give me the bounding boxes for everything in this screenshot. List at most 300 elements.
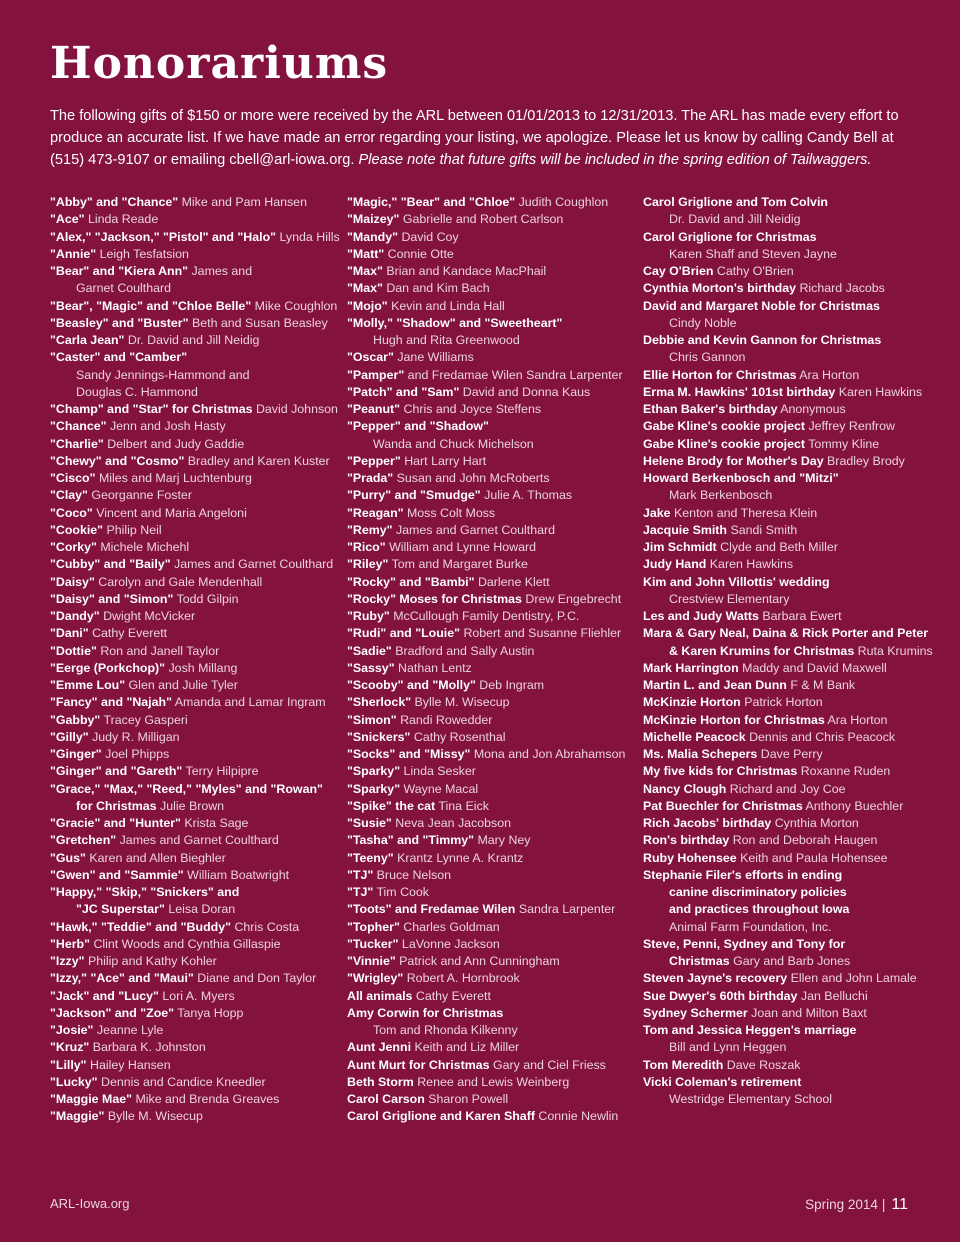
donor-name: Tim Cook	[376, 885, 429, 899]
honorarium-entry	[643, 367, 935, 384]
honorarium-entry	[50, 884, 342, 919]
honorarium-entry	[643, 694, 935, 711]
donor-name: Diane and Don Taylor	[197, 971, 317, 986]
honorarium-entry	[50, 970, 342, 987]
honorarium-entry	[643, 936, 935, 971]
honorarium-entry	[347, 746, 639, 763]
donor-name: Dan and Kim Bach	[386, 281, 490, 296]
honoree-name: Howard Berkenbosch and "Mitzi"	[643, 471, 839, 485]
honoree-name: "TJ"	[347, 885, 374, 899]
column-3	[643, 194, 935, 1108]
donor-name: McCullough Family Dentistry, P.C.	[393, 609, 580, 623]
honorarium-entry	[50, 1108, 342, 1125]
donor-name: Cathy Everett	[92, 626, 168, 641]
donor-name: Hart Larry Hart	[404, 453, 487, 468]
honoree-name: "Remy"	[347, 522, 393, 537]
honoree-name: "Sassy"	[347, 660, 395, 675]
honoree-name: "Lucky"	[50, 1074, 98, 1089]
honorarium-entry	[347, 280, 639, 297]
honorarium-entry	[50, 1091, 342, 1108]
honoree-name: Gabe Kline's cookie project	[643, 419, 806, 434]
donor-name: Anonymous	[780, 402, 846, 416]
honorarium-entry	[347, 556, 639, 573]
donor-name: Judith Coughlon	[518, 195, 609, 209]
honorarium-entry	[643, 729, 935, 746]
donor-name: Keith and Liz Miller	[414, 1040, 520, 1055]
donor-name: Georganne Foster	[91, 488, 192, 503]
honorarium-entry	[50, 643, 342, 660]
honorarium-entry	[50, 401, 342, 418]
honoree-name: "Spike" the cat	[347, 798, 436, 813]
honoree-name: "Tasha" and "Timmy"	[347, 833, 475, 848]
donor-name: Deb Ingram	[479, 678, 545, 692]
donor-name: Linda Sesker	[403, 764, 476, 779]
honorarium-entry	[643, 298, 935, 333]
honorarium-entry	[643, 988, 935, 1005]
donor-name: James and Garnet Coulthard	[395, 522, 556, 537]
honorarium-entry	[643, 781, 935, 798]
donor-name: Leigh Tesfatsion	[99, 246, 189, 261]
honorarium-entry	[347, 418, 639, 453]
honorarium-entry	[50, 1057, 342, 1074]
honorarium-entry	[643, 625, 935, 660]
honorarium-entry	[347, 936, 639, 953]
donor-name: Bylle M. Wisecup	[414, 695, 510, 710]
honorarium-entry	[643, 263, 935, 280]
honoree-name: "Fancy" and "Najah"	[50, 695, 172, 710]
donor-name: Patrick and Ann Cunningham	[399, 954, 560, 968]
honoree-name: "Prada"	[347, 471, 394, 485]
honoree-name: Sydney Schermer	[643, 1005, 748, 1020]
honorarium-entry	[50, 591, 342, 608]
donor-name: Mike and Pam Hansen	[181, 195, 307, 209]
donor-name: Tom and Margaret Burke	[391, 557, 528, 572]
honorarium-entry	[347, 522, 639, 539]
honorarium-entry	[643, 574, 935, 609]
donor-name: Bruce Nelson	[376, 867, 452, 882]
donor-name: Jeffrey Renfrow	[808, 419, 896, 434]
honoree-name: "Bear", "Magic" and "Chloe Belle"	[50, 298, 252, 313]
honorarium-entry	[347, 798, 639, 815]
honorarium-entry	[643, 194, 935, 229]
donor-name: Crestview Elementary	[669, 591, 790, 606]
donor-name: Neva Jean Jacobson	[395, 816, 511, 830]
donor-name: Bradley and Karen Kuster	[187, 453, 330, 468]
honorarium-entry	[347, 884, 639, 901]
honorarium-entry	[50, 556, 342, 573]
honoree-name: McKinzie Horton	[643, 695, 741, 710]
honorarium-entry	[50, 246, 342, 263]
honorarium-entry	[50, 781, 342, 816]
honoree-name: "Toots" and Fredamae Wilen	[347, 902, 516, 917]
honoree-name: "Scooby" and "Molly"	[347, 678, 476, 692]
honorarium-entry	[50, 988, 342, 1005]
donor-name: Dave Perry	[760, 747, 823, 761]
donor-name: Linda Reade	[87, 212, 159, 227]
honoree-name: Steve, Penni, Sydney and Tony for	[643, 936, 846, 951]
honoree-name: "Maggie Mae"	[50, 1092, 132, 1106]
entry-continuation	[50, 901, 342, 918]
honorarium-entry	[50, 936, 342, 953]
honorarium-entry	[347, 919, 639, 936]
honoree-name: "Magic," "Bear" and "Chloe"	[347, 195, 516, 209]
honorarium-entry	[50, 746, 342, 763]
honorarium-entry	[50, 677, 342, 694]
column-2	[347, 194, 639, 1126]
donor-name: Clyde and Beth Miller	[720, 540, 838, 554]
donor-name: and Fredamae Wilen Sandra Larpenter	[407, 367, 623, 382]
honoree-name: "Rocky" and "Bambi"	[347, 574, 475, 589]
honoree-name: "Maggie"	[50, 1109, 105, 1124]
honorarium-entry	[643, 712, 935, 729]
donor-name: Beth and Susan Beasley	[191, 315, 328, 330]
honoree-name: Debbie and Kevin Gannon for Christmas	[643, 333, 882, 347]
honoree-name: "Pepper" and "Shadow"	[347, 419, 489, 434]
donor-name: Patrick Horton	[744, 695, 823, 710]
honorarium-entry	[347, 970, 639, 987]
honoree-name: "Purry" and "Smudge"	[347, 488, 481, 503]
honoree-name: "Vinnie"	[347, 954, 396, 968]
donor-name: Nathan Lentz	[398, 660, 472, 675]
donor-name: Karen and Allen Bieghler	[89, 850, 226, 865]
honoree-name: "Beasley" and "Buster"	[50, 315, 189, 330]
honorarium-entry	[347, 660, 639, 677]
honoree-name: "Ginger" and "Gareth"	[50, 764, 183, 779]
honorarium-entry	[347, 850, 639, 867]
honorarium-entry	[347, 539, 639, 556]
donor-name: Barbara K. Johnston	[92, 1040, 206, 1055]
honoree-name: Amy Corwin for Christmas	[347, 1005, 504, 1020]
donor-name: Amanda and Lamar Ingram	[174, 695, 326, 710]
donor-name: Hailey Hansen	[90, 1057, 171, 1072]
honoree-name: "Molly," "Shadow" and "Sweetheart"	[347, 315, 563, 330]
honorarium-entry	[347, 349, 639, 366]
donor-name: Bradford and Sally Austin	[395, 643, 535, 658]
honorarium-entry	[50, 1039, 342, 1056]
footer-page-info	[805, 1196, 908, 1214]
honoree-name: All animals	[347, 988, 413, 1003]
honoree-name: Aunt Jenni	[347, 1040, 412, 1055]
honoree-name: "Grace," "Max," "Reed," "Myles" and "Rowan"	[50, 781, 323, 796]
honoree-name: "Bear" and "Kiera Ann"	[50, 264, 189, 278]
honorarium-entry	[643, 436, 935, 453]
honorarium-entry	[50, 229, 342, 246]
honoree-name: Michelle Peacock	[643, 729, 746, 744]
honoree-name: "Riley"	[347, 557, 389, 572]
honorarium-entry	[643, 798, 935, 815]
footer-edition: Spring 2014	[805, 1197, 878, 1212]
donor-name: Barbara Ewert	[762, 609, 842, 623]
intro-text: The following gifts of $150 or more were received by the ARL between 01/01/2013 to 12/31/2013. The ARL has made every effort to produce an accurate list. If we have made an error regarding your listing, we apologize. Please let us know by calling Candy Bell at (515) 473-9107 or emailing cbell@arl-iowa.org.	[50, 108, 899, 168]
honoree-name: Judy Hand	[643, 557, 707, 572]
honoree-name: "Reagan"	[347, 505, 404, 520]
honorarium-entry	[347, 505, 639, 522]
honorarium-entry	[643, 401, 935, 418]
donor-name: Karen Hawkins	[709, 557, 794, 572]
donor-name: Hugh and Rita Greenwood	[373, 333, 520, 347]
honoree-name: "Cubby" and "Baily"	[50, 557, 171, 572]
honoree-name: "Socks" and "Missy"	[347, 747, 471, 761]
donor-name: Gary and Ciel Friess	[492, 1057, 606, 1072]
honoree-name: "Gretchen"	[50, 833, 117, 848]
honoree-name: "Hawk," "Teddie" and "Buddy"	[50, 919, 231, 934]
honoree-name: "Izzy," "Ace" and "Maui"	[50, 971, 194, 986]
honoree-name: "Clay"	[50, 488, 88, 503]
donor-name: Connie Newlin	[538, 1109, 619, 1124]
honoree-name: "Charlie"	[50, 436, 104, 451]
donor-name: Ron and Deborah Haugen	[732, 833, 878, 848]
honoree-name: Cynthia Morton's birthday	[643, 281, 797, 296]
honorarium-entry	[643, 832, 935, 849]
donor-name: Mike and Brenda Greaves	[135, 1092, 280, 1106]
donor-name: Ellen and John Lamale	[790, 971, 917, 986]
honoree-name: "Ace"	[50, 212, 85, 227]
honorarium-entry	[50, 194, 342, 211]
donor-name: Chris and Joyce Steffens	[403, 402, 542, 416]
donor-name: Gary and Barb Jones	[733, 954, 851, 968]
donor-name: Connie Otte	[387, 246, 454, 261]
honorarium-entry	[643, 229, 935, 264]
donor-name: Westridge Elementary School	[669, 1092, 832, 1106]
honoree-name: "Happy," "Skip," "Snickers" and	[50, 885, 240, 899]
donor-name: Moss Colt Moss	[406, 505, 496, 520]
donor-name: Gabrielle and Robert Carlson	[402, 212, 564, 227]
honorarium-entry	[50, 608, 342, 625]
honoree-name: "Matt"	[347, 246, 385, 261]
donor-name: Wanda and Chuck Michelson	[373, 436, 534, 451]
honoree-name: Vicki Coleman's retirement	[643, 1074, 802, 1089]
honoree-name: Martin L. and Jean Dunn	[643, 678, 787, 692]
honoree-name: Aunt Murt for Christmas	[347, 1057, 490, 1072]
donor-name: Sandy Jennings-Hammond and	[76, 367, 250, 382]
honorarium-entry	[50, 418, 342, 435]
honoree-name-continued: Christmas	[669, 954, 730, 968]
honorarium-entry	[643, 539, 935, 556]
column-1	[50, 194, 342, 1126]
honorarium-entry	[50, 487, 342, 504]
donor-name: Dwight McVicker	[103, 609, 196, 623]
entry-continuation	[50, 798, 342, 815]
honoree-name: Beth Storm	[347, 1074, 414, 1089]
honorarium-entry	[347, 901, 639, 918]
honorarium-entry	[643, 522, 935, 539]
honoree-name: "Chewy" and "Cosmo"	[50, 453, 185, 468]
donor-name: Darlene Klett	[477, 574, 550, 589]
honoree-name: "Daisy"	[50, 574, 95, 589]
honoree-name: "Herb"	[50, 936, 90, 951]
donor-name: Leisa Doran	[168, 902, 236, 917]
honoree-name: Pat Buechler for Christmas	[643, 798, 803, 813]
honorarium-entry	[643, 970, 935, 987]
donor-name: Krista Sage	[184, 816, 249, 830]
honoree-name: Ruby Hohensee	[643, 850, 737, 865]
donor-name: Jan Belluchi	[800, 988, 868, 1003]
honoree-name-continued: and practices throughout Iowa	[669, 902, 850, 917]
honorarium-entry	[50, 832, 342, 849]
honorarium-entry	[347, 1108, 639, 1125]
donor-name: Ara Horton	[827, 712, 888, 727]
donor-name: Maddy and David Maxwell	[742, 660, 887, 675]
honoree-name: Jacquie Smith	[643, 522, 728, 537]
donor-name: Dennis and Chris Peacock	[749, 729, 896, 744]
honoree-name: Nancy Clough	[643, 781, 727, 796]
honorarium-entry	[50, 263, 342, 298]
honorarium-entry	[347, 781, 639, 798]
honorarium-entry	[50, 436, 342, 453]
honoree-name: Erma M. Hawkins' 101st birthday	[643, 384, 836, 399]
honorarium-entry	[347, 694, 639, 711]
donor-name: Tommy Kline	[808, 436, 880, 451]
honorarium-entry	[50, 694, 342, 711]
honoree-name: Jake	[643, 505, 671, 520]
page-number: 11	[891, 1196, 908, 1213]
donor-name: Cathy Rosenthal	[413, 729, 506, 744]
donor-name: Keith and Paula Hohensee	[740, 850, 888, 865]
donor-name: LaVonne Jackson	[401, 936, 500, 951]
honorarium-entry	[50, 315, 342, 332]
donor-name: William Boatwright	[187, 867, 290, 882]
honorarium-entry	[347, 712, 639, 729]
honorarium-entry	[50, 729, 342, 746]
donor-name: Drew Engebrecht	[525, 591, 622, 606]
donor-name: Animal Farm Foundation, Inc.	[669, 919, 832, 934]
donor-name: Randi Rowedder	[400, 712, 493, 727]
honorarium-entry	[347, 401, 639, 418]
honorarium-entry	[347, 643, 639, 660]
donor-name: Tina Eick	[438, 798, 489, 813]
honorarium-entry	[50, 470, 342, 487]
honoree-name: "Lilly"	[50, 1057, 87, 1072]
honoree-name-continued: & Karen Krumins for Christmas	[669, 643, 855, 658]
honoree-name: Tom and Jessica Heggen's marriage	[643, 1023, 857, 1037]
honoree-name: "Ginger"	[50, 747, 102, 761]
donor-name: Charles Goldman	[403, 919, 500, 934]
honoree-name: "Peanut"	[347, 402, 401, 416]
honorarium-entry	[347, 608, 639, 625]
donor-name: Dennis and Candice Kneedler	[101, 1074, 266, 1089]
honoree-name: Tom Meredith	[643, 1057, 724, 1072]
honorarium-entry	[347, 867, 639, 884]
honorarium-entry	[347, 763, 639, 780]
honorarium-entry	[643, 1074, 935, 1109]
donor-name: Renee and Lewis Weinberg	[417, 1074, 570, 1089]
donor-name: Richard and Joy Coe	[729, 781, 846, 796]
honoree-name: "Jack" and "Lucy"	[50, 988, 159, 1003]
donor-name: Tanya Hopp	[177, 1005, 244, 1020]
honoree-name: "Champ" and "Star" for Christmas	[50, 402, 253, 416]
honorarium-entry	[643, 556, 935, 573]
honoree-name: "Pepper"	[347, 453, 401, 468]
honorarium-entry	[643, 505, 935, 522]
honorarium-entry	[643, 660, 935, 677]
honorarium-entry	[347, 625, 639, 642]
honorarium-entry	[643, 867, 935, 936]
honoree-name: Ms. Malia Schepers	[643, 747, 758, 761]
honoree-name: "Pamper"	[347, 367, 405, 382]
donor-name: James and	[191, 264, 253, 278]
donor-name: Cathy Everett	[415, 988, 491, 1003]
honoree-name: "Ruby"	[347, 609, 390, 623]
honoree-name: "Snickers"	[347, 729, 411, 744]
honoree-name: "Emme Lou"	[50, 678, 126, 692]
donor-name: James and Garnet Coulthard	[119, 833, 279, 848]
honorarium-entry	[347, 677, 639, 694]
donor-name: Cathy O'Brien	[716, 264, 794, 278]
donor-name: Sandra Larpenter	[518, 902, 616, 917]
honoree-name: "Sherlock"	[347, 695, 412, 710]
honoree-name: "Gus"	[50, 850, 86, 865]
honoree-name: "Eerge (Porkchop)"	[50, 660, 166, 675]
honoree-name: Mark Harrington	[643, 660, 739, 675]
honorarium-entry	[347, 988, 639, 1005]
donor-name: Clint Woods and Cynthia Gillaspie	[93, 936, 281, 951]
honorarium-entry	[347, 487, 639, 504]
donor-name: Josh Millang	[168, 660, 238, 675]
honorarium-entry	[50, 1074, 342, 1091]
donor-name: Carolyn and Gale Mendenhall	[98, 574, 263, 589]
honoree-name: Carol Carson	[347, 1092, 425, 1106]
donor-name: Chris Costa	[234, 919, 300, 934]
donor-name: Karen Shaff and Steven Jayne	[669, 246, 837, 261]
honorarium-entry	[347, 1057, 639, 1074]
honoree-name: Ethan Baker's birthday	[643, 402, 778, 416]
honorarium-entry	[50, 522, 342, 539]
honoree-name: "Gilly"	[50, 729, 89, 744]
honorarium-entry	[347, 384, 639, 401]
honorarium-entry	[347, 470, 639, 487]
donor-name: Sandi Smith	[730, 522, 798, 537]
donor-name: David Johnson	[255, 402, 338, 416]
honorarium-entry	[50, 712, 342, 729]
footer-separator: |	[881, 1197, 886, 1212]
donor-name: Miles and Marj Luchtenburg	[98, 471, 252, 485]
donor-name: Brian and Kandace MacPhail	[386, 264, 547, 278]
donor-name: Tom and Rhonda Kilkenny	[373, 1023, 518, 1037]
honorarium-entry	[347, 1091, 639, 1108]
honoree-name: Carol Griglione and Karen Shaff	[347, 1109, 535, 1124]
honoree-name: Carol Griglione for Christmas	[643, 229, 817, 244]
honorarium-entry	[643, 815, 935, 832]
donor-name: Krantz Lynne A. Krantz	[397, 850, 524, 865]
honoree-name: "Chance"	[50, 419, 107, 434]
donor-name: Judy R. Milligan	[92, 729, 180, 744]
entry-continuation	[643, 643, 935, 660]
donor-name: Dave Roszak	[726, 1057, 801, 1072]
honorarium-entry	[347, 953, 639, 970]
donor-name: Joel Phipps	[105, 747, 170, 761]
donor-name: Karen Hawkins	[838, 384, 923, 399]
honoree-name: "Teeny"	[347, 850, 394, 865]
donor-name: Mary Ney	[477, 833, 531, 848]
honoree-name: "Rocky" Moses for Christmas	[347, 591, 522, 606]
donor-name: Michele Michehl	[100, 540, 190, 554]
honoree-name: Mara & Gary Neal, Daina & Rick Porter and Peter	[643, 626, 929, 641]
honoree-name: "Josie"	[50, 1023, 94, 1037]
donor-name: Terry Hilpipre	[185, 764, 259, 779]
honorarium-entry	[643, 608, 935, 625]
page-title: Honorariums	[50, 38, 389, 89]
donor-name: Cynthia Morton	[774, 816, 859, 830]
donor-name: Julie A. Thomas	[484, 488, 573, 503]
honoree-name: "Annie"	[50, 246, 97, 261]
honoree-name-continued: "JC Superstar"	[76, 902, 165, 917]
honoree-name: Cay O'Brien	[643, 264, 714, 278]
donor-name: Tracey Gasperi	[103, 712, 188, 727]
honorarium-entry	[643, 453, 935, 470]
donor-name: Lynda Hills	[279, 229, 340, 244]
honorarium-entry	[643, 850, 935, 867]
honoree-name: "Kruz"	[50, 1040, 90, 1055]
